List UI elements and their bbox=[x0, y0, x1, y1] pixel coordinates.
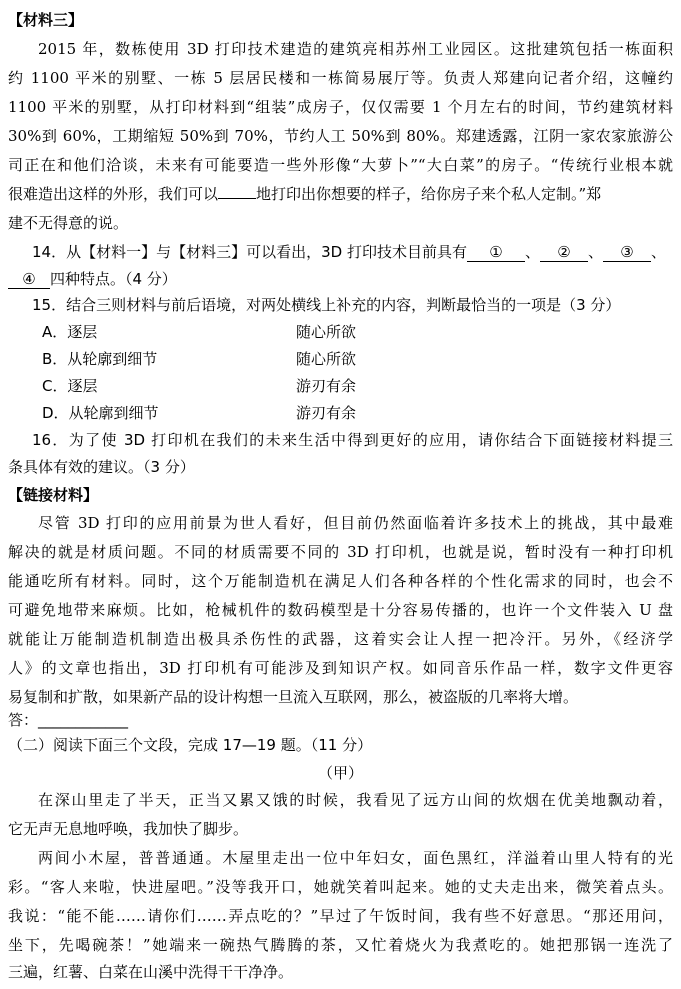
material3-text: 地打印出你想要的样子，给你房子来个私人定制。”郑 bbox=[256, 185, 602, 203]
question-14-tail: 四种特点。（4 分） bbox=[50, 270, 177, 288]
option-label: D．从轮廓到细节 bbox=[42, 404, 159, 422]
material3-line: 30%到 60%，工期缩短 50%到 70%，节约人工 50%到 80%。郑建透露，江阴一家农家旅游公 bbox=[8, 127, 673, 145]
separator: 、 bbox=[650, 243, 666, 261]
question-15: 15．结合三则材料与前后语境，对两处横线上补充的内容，判断最恰当的一项是（3 分） bbox=[32, 296, 621, 314]
option-value: 游刃有余 bbox=[296, 377, 357, 395]
option-c[interactable] bbox=[42, 372, 673, 400]
material3-heading: 【材料三】 bbox=[8, 11, 84, 29]
option-b[interactable] bbox=[42, 345, 673, 373]
link-material-line: 尽管 3D 打印的应用前景为世人看好，但目前仍然面临着许多技术上的挑战，其中最难 bbox=[38, 514, 673, 532]
passage-line: 彩。“客人来啦，快进屋吧。”没等我开口，她就笑着叫起来。她的丈夫走出来，微笑着点头。 bbox=[8, 878, 673, 896]
answer-blank-2[interactable]: ② bbox=[540, 243, 588, 262]
material3-line: 建不无得意的说。 bbox=[8, 214, 129, 232]
answer-blank-4[interactable]: ④ bbox=[8, 270, 50, 289]
material3-line-with-blank bbox=[8, 180, 673, 208]
passage-line: 两间小木屋，普普通通。木屋里走出一位中年妇女，面色黑红，洋溢着山里人特有的光 bbox=[38, 849, 673, 867]
material3-line: 2015 年，数栋使用 3D 打印技术建造的建筑亮相苏州工业园区。这批建筑包括一栋面积 bbox=[38, 40, 673, 58]
passage-line: 在深山里走了半天，正当又累又饿的时候，我看见了远方山间的炊烟在优美地飘动着， bbox=[38, 791, 673, 809]
passage-line: 我说：“能不能……请你们……弄点吃的？”早过了午饭时间，我有些不好意思。“那还用问， bbox=[8, 907, 673, 925]
option-d[interactable] bbox=[42, 399, 673, 427]
section-2-heading: （二）阅读下面三个文段，完成 17—19 题。（11 分） bbox=[8, 736, 373, 754]
link-material-line: 就能让万能制造机制造出极具杀伤性的武器，这着实会让人捏一把冷汗。另外，《经济学 bbox=[8, 630, 673, 648]
option-a[interactable] bbox=[42, 318, 673, 346]
question-16-cont: 条具体有效的建议。（3 分） bbox=[8, 458, 195, 476]
answer-line[interactable]: 答：____________ bbox=[8, 711, 129, 729]
question-14 bbox=[32, 238, 673, 266]
question-14-cont bbox=[8, 265, 673, 293]
question-14-text: 14．从【材料一】与【材料三】可以看出，3D 打印技术目前具有 bbox=[32, 243, 467, 261]
option-value: 游刃有余 bbox=[296, 404, 357, 422]
option-label: A．逐层 bbox=[42, 323, 98, 341]
link-material-line: 人》的文章也指出，3D 打印机有可能涉及到知识产权。如同音乐作品一样，数字文件更容 bbox=[8, 659, 673, 677]
separator: 、 bbox=[524, 243, 540, 261]
link-material-line: 可避免地带来麻烦。比如，枪械机件的数码模型是十分容易传播的，也许一个文件装入 U 盘 bbox=[8, 601, 673, 619]
option-label: C．逐层 bbox=[42, 377, 98, 395]
passage-line: 它无声无息地呼唤，我加快了脚步。 bbox=[8, 820, 249, 838]
fill-blank[interactable] bbox=[218, 198, 256, 199]
link-material-line: 能通吃所有材料。同时，这个万能制造机在满足人们各种各样的个性化需求的同时，也会不 bbox=[8, 572, 673, 590]
material3-line: 司正在和他们洽谈，未来有可能要造一些外形像“大萝卜”“大白菜”的房子。“传统行业根本就 bbox=[8, 156, 673, 174]
section-2-sub: （甲） bbox=[317, 764, 363, 782]
link-material-line: 易复制和扩散，如果新产品的设计构想一旦流入互联网，那么，被盗版的几率将大增。 bbox=[8, 688, 579, 706]
material3-text: 很难造出这样的外形，我们可以 bbox=[8, 185, 219, 203]
separator: 、 bbox=[587, 243, 603, 261]
passage-line: 三遍，红薯、白菜在山溪中洗得干干净净。 bbox=[8, 963, 294, 981]
answer-blank-1[interactable]: ① bbox=[467, 243, 525, 262]
option-value: 随心所欲 bbox=[296, 350, 357, 368]
passage-line: 坐下，先喝碗茶！”她端来一碗热气腾腾的茶，又忙着烧火为我煮吃的。她把那锅一连洗了 bbox=[8, 936, 673, 954]
answer-blank-3[interactable]: ③ bbox=[603, 243, 651, 262]
option-value: 随心所欲 bbox=[296, 323, 357, 341]
link-material-heading: 【链接材料】 bbox=[8, 486, 99, 504]
option-label: B．从轮廓到细节 bbox=[42, 350, 158, 368]
link-material-line: 解决的就是材质问题。不同的材质需要不同的 3D 打印机，也就是说，暂时没有一种打印机 bbox=[8, 543, 673, 561]
material3-line: 1100 平米的别墅，从打印材料到“组装”成房子，仅仅需要 1 个月左右的时间，节约建筑材料 bbox=[8, 98, 673, 116]
question-16: 16．为了使 3D 打印机在我们的未来生活中得到更好的应用，请你结合下面链接材料提三 bbox=[32, 431, 673, 449]
material3-line: 约 1100 平米的别墅、一栋 5 层居民楼和一栋简易展厅等。负责人郑建向记者介绍，这幢约 bbox=[8, 69, 673, 87]
